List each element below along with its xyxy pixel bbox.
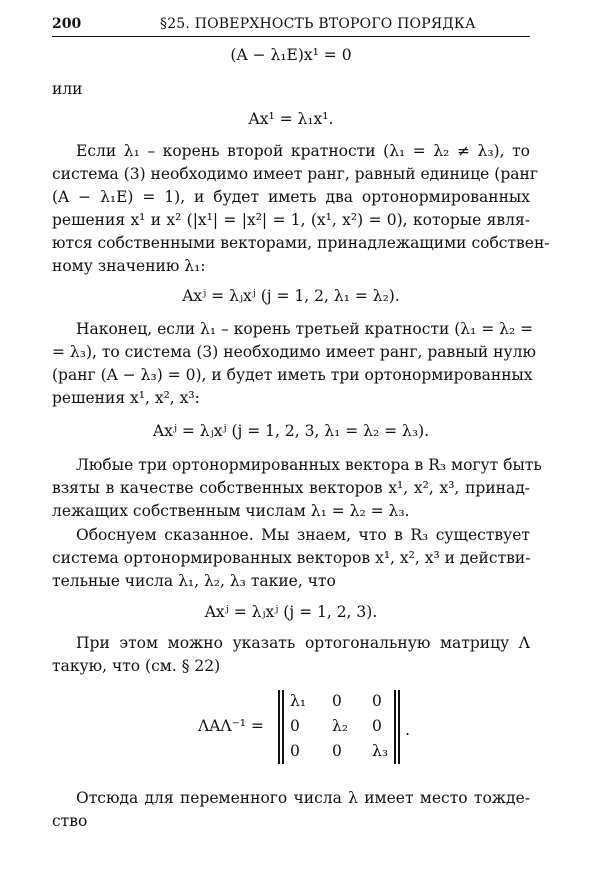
formula-line: Axʲ = λⱼxʲ (j = 1, 2, 3, λ₁ = λ₂ = λ₃). <box>152 422 430 440</box>
matrix-right-bar <box>398 690 400 764</box>
paragraph-line: = λ₃), то система (3) необходимо имеет ранг, равный нулю <box>52 343 536 361</box>
paragraph-line: ство <box>52 812 88 830</box>
text-line: или <box>52 80 83 98</box>
matrix-lhs: ΛAΛ⁻¹ = <box>198 717 264 735</box>
matrix-left-bar <box>278 690 280 764</box>
matrix-period: . <box>405 720 411 739</box>
paragraph-line: (A − λ₁E) = 1), и будет иметь два ортонормированных <box>52 188 530 206</box>
matrix-cell: λ₁ <box>290 692 307 710</box>
matrix-cell: 0 <box>332 692 342 710</box>
paragraph-line: решения x¹, x², x³: <box>52 389 200 407</box>
paragraph-line: Если λ₁ – корень второй кратности (λ₁ = λ₂ ≠ λ₃), то <box>76 142 530 160</box>
matrix-cell: λ₂ <box>332 717 349 735</box>
section-title: §25. ПОВЕРХНОСТЬ ВТОРОГО ПОРЯДКА <box>160 16 476 32</box>
paragraph-line: ному значению λ₁: <box>52 257 206 275</box>
paragraph-line: (ранг (A − λ₃) = 0), и будет иметь три ортонормированных <box>52 366 533 384</box>
paragraph-line: Отсюда для переменного числа λ имеет место тожде- <box>76 789 530 807</box>
matrix-cell: 0 <box>372 692 382 710</box>
running-header <box>52 14 530 37</box>
matrix-cell: 0 <box>290 717 300 735</box>
paragraph-line: решения x¹ и x² (|x¹| = |x²| = 1, (x¹, x²) = 0), которые явля- <box>52 211 530 229</box>
paragraph-line: такую, что (см. § 22) <box>52 657 221 675</box>
matrix-right-bar-inner <box>394 690 396 764</box>
paragraph-line: Обоснуем сказанное. Мы знаем, что в R₃ существует <box>76 526 530 544</box>
matrix-left-bar-inner <box>282 690 284 764</box>
formula-line: (A − λ₁E)x¹ = 0 <box>230 46 352 64</box>
formula-line: Axʲ = λⱼxʲ (j = 1, 2, λ₁ = λ₂). <box>182 287 400 305</box>
paragraph-line: Любые три ортонормированных вектора в R₃ могут быть <box>76 456 542 474</box>
paragraph-line: система ортонормированных векторов x¹, x², x³ и действи- <box>52 549 531 567</box>
formula-line: Axʲ = λⱼxʲ (j = 1, 2, 3). <box>204 603 378 621</box>
matrix-equation <box>198 690 428 766</box>
paragraph-line: Наконец, если λ₁ – корень третьей кратности (λ₁ = λ₂ = <box>76 320 534 338</box>
matrix-cell: 0 <box>372 717 382 735</box>
matrix-cell: 0 <box>290 742 300 760</box>
paragraph-line: При этом можно указать ортогональную матрицу Λ <box>76 634 530 652</box>
matrix-cell: 0 <box>332 742 342 760</box>
paragraph-line: тельные числа λ₁, λ₂, λ₃ такие, что <box>52 572 336 590</box>
paragraph-line: ются собственными векторами, принадлежащими собствен- <box>52 234 550 252</box>
page-number: 200 <box>52 16 82 32</box>
formula-line: Ax¹ = λ₁x¹. <box>248 110 334 128</box>
paragraph-line: взяты в качестве собственных векторов x¹, x², x³, принад- <box>52 479 530 497</box>
paragraph-line: система (3) необходимо имеет ранг, равный единице (ранг <box>52 165 538 183</box>
matrix-cell: λ₃ <box>372 742 389 760</box>
paragraph-line: лежащих собственным числам λ₁ = λ₂ = λ₃. <box>52 502 410 520</box>
